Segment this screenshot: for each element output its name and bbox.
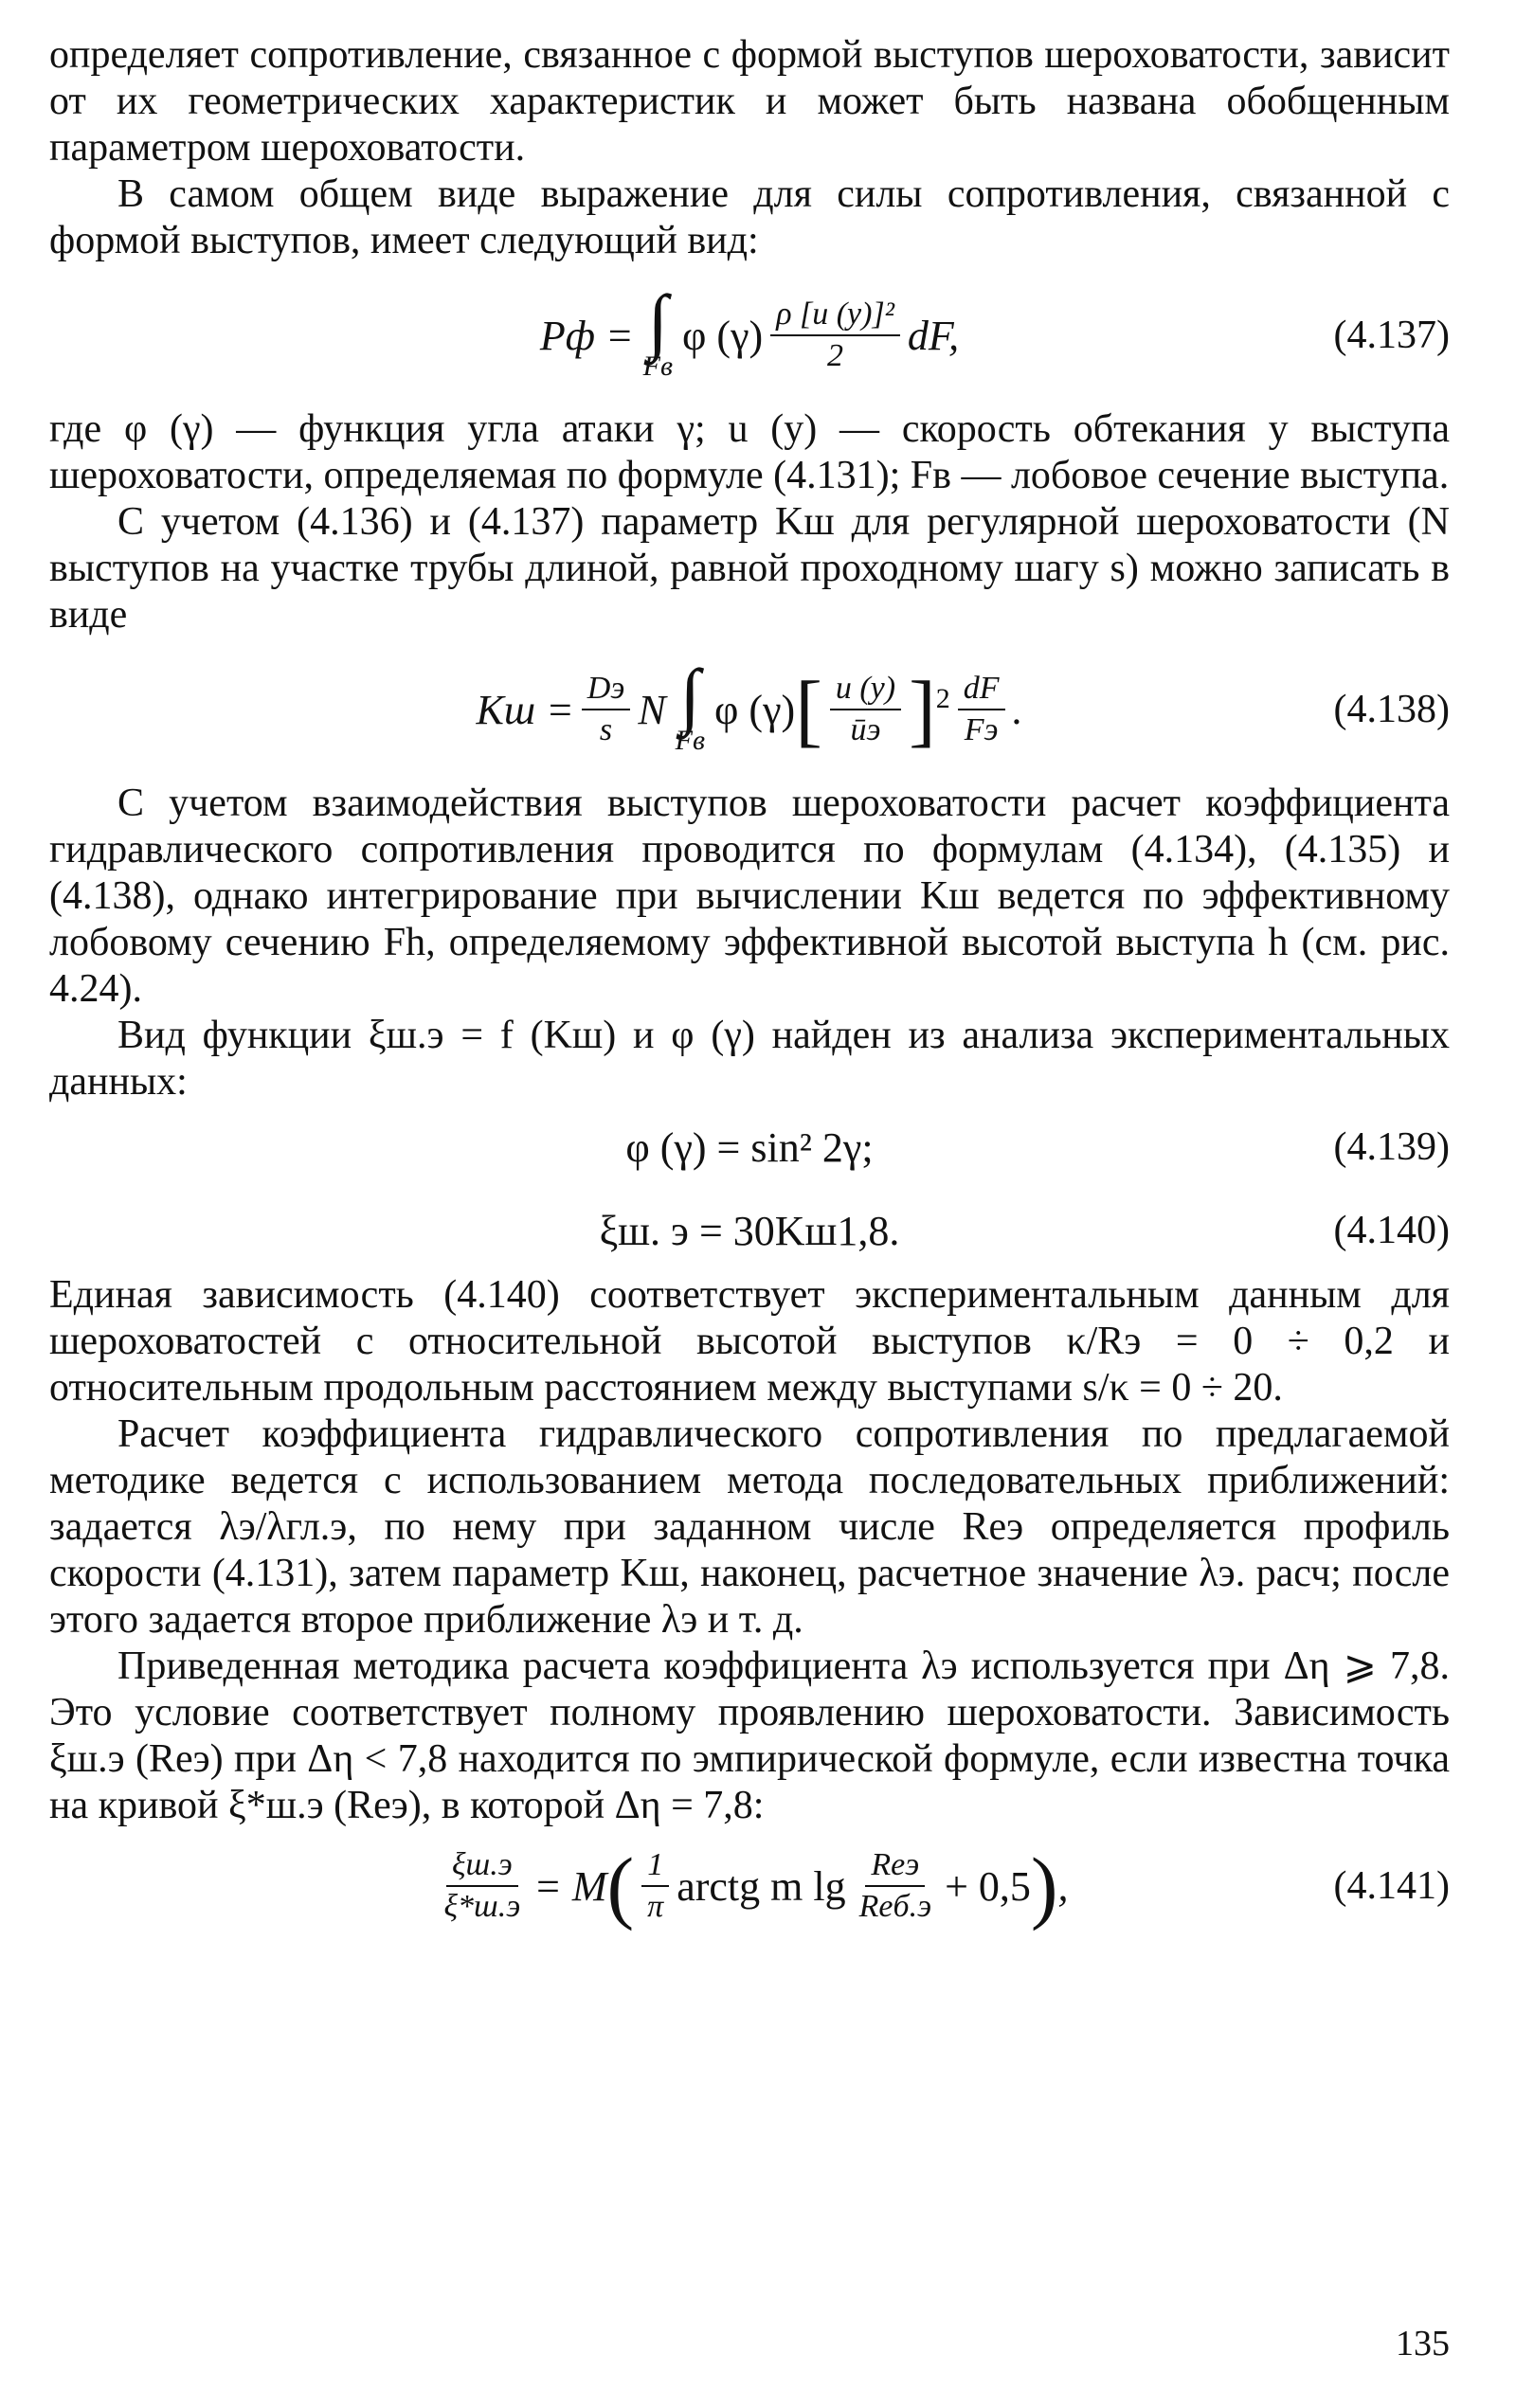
eq141-arctg: arctg m lg — [677, 1862, 846, 1910]
eq141-number: (4.141) — [1333, 1864, 1450, 1908]
eq139-number: (4.139) — [1333, 1125, 1450, 1169]
paragraph-2: В самом общем виде выражение для силы сопротивления, связанной с формой выступов, имеет следующий вид: — [49, 172, 1450, 262]
equation-4-141 — [49, 1829, 1450, 1943]
eq138-fraction-3 — [958, 671, 1005, 748]
eq141-fraction-1-num: ξш.э — [446, 1847, 518, 1887]
eq137-denominator: 2 — [827, 338, 844, 373]
paragraph-9: Приведенная методика расчета коэффициента λэ используется при Δη ⩾ 7,8. Это условие соответствует полному проявлению шероховатости. Зависимость ξш.э (Reэ) при Δη < 7,8 находится по эмпирической формуле, если известна точка на кривой ξ*ш.э (Reэ), в которой Δη = 7,8: — [49, 1644, 1450, 1827]
paragraph-8: Расчет коэффициента гидравлического сопротивления по предлагаемой методике ведется с использованием метода последовательных приближений: задается λэ/λгл.э, по нему при заданном числе Reэ определяется профиль скорости (4.131), затем параметр Kш, наконец, расчетное значение λэ. расч; после этого задается второе приближение λэ и т. д. — [49, 1412, 1450, 1642]
eq137-integrand-prefix: φ (γ) — [682, 312, 764, 359]
eq138-fraction-3-num: dF — [958, 671, 1005, 710]
eq138-function: φ (γ) — [714, 686, 796, 733]
equation-4-139 — [49, 1105, 1450, 1189]
eq141-equals-m: = M — [533, 1862, 607, 1910]
eq138-suffix: . — [1012, 686, 1023, 733]
paragraph-4: С учетом (4.136) и (4.137) параметр Kш для регулярной шероховатости (N выступов на участке трубы длиной, равной проходному шагу s) можно записать в виде — [49, 500, 1450, 637]
eq137-fraction — [770, 297, 900, 374]
eq140-expression: ξш. э = 30Kш1,8. — [599, 1207, 900, 1254]
eq141-left-paren: ( — [606, 1841, 635, 1932]
eq141-tail: + 0,5 — [945, 1862, 1031, 1910]
eq141-fraction-3 — [854, 1847, 937, 1925]
eq138-fraction-2-den: ūэ — [850, 712, 881, 747]
eq141-fraction-3-den: Reб.э — [858, 1889, 932, 1924]
eq141-fraction-1 — [438, 1847, 526, 1925]
paragraph-3: где φ (γ) — функция угла атаки γ; u (y) — скорость обтекания у выступа шероховатости, определяемая по формуле (4.131); Fв — лобовое сечение выступа. — [49, 407, 1450, 497]
eq141-fraction-2-den: π — [647, 1889, 664, 1924]
eq138-fraction-2 — [830, 671, 901, 748]
paragraph-7: Единая зависимость (4.140) соответствует экспериментальным данным для шероховатостей с относительной высотой выступов κ/Rэ = 0 ÷ 0,2 и относительным продольным расстоянием между выступами s/κ = 0 ÷ 20. — [49, 1273, 1450, 1410]
paragraph-6: Вид функции ξш.э = f (Kш) и φ (γ) найден из анализа экспериментальных данных: — [49, 1014, 1450, 1104]
equation-4-138 — [49, 638, 1450, 781]
eq141-right-paren: ) — [1030, 1841, 1058, 1932]
eq138-n: N — [638, 686, 666, 733]
equation-4-140 — [49, 1189, 1450, 1272]
eq138-integral-lower: Fв — [675, 725, 706, 756]
eq139-expression: φ (γ) = sin² 2γ; — [625, 1123, 874, 1171]
eq140-number: (4.140) — [1333, 1209, 1450, 1252]
eq138-power: 2 — [935, 683, 950, 714]
eq138-fraction-2-num: u (y) — [830, 671, 901, 710]
eq137-lhs: Pф = — [539, 312, 634, 359]
eq138-fraction-3-den: Fэ — [964, 712, 999, 747]
eq138-fraction-1-den: s — [599, 712, 613, 747]
paragraph-5: С учетом взаимодействия выступов шероховатости расчет коэффициента гидравлического сопротивления проводится по формулам (4.134), (4.135) и (4.138), однако интегрирование при вычислении Kш ведется по эффективному лобовому сечению Fh, определяемому эффективной высотой выступа h (см. рис. 4.24). — [49, 782, 1450, 1011]
eq138-fraction-1-num: Dэ — [582, 671, 631, 710]
eq138-left-bracket: [ — [795, 664, 822, 755]
eq137-integral — [642, 279, 674, 382]
eq138-right-bracket: ] — [909, 664, 936, 755]
eq138-integral-sign: ∫ — [679, 654, 701, 736]
eq137-suffix: dF, — [907, 312, 960, 359]
eq138-integral — [675, 654, 706, 756]
eq137-integral-sign: ∫ — [647, 279, 669, 362]
eq137-integral-lower: Fв — [642, 350, 674, 382]
eq141-fraction-1-den: ξ*ш.э — [443, 1889, 521, 1924]
eq141-fraction-2 — [641, 1847, 669, 1925]
eq141-suffix: , — [1057, 1862, 1069, 1910]
eq137-number: (4.137) — [1333, 314, 1450, 357]
eq141-fraction-3-num: Reэ — [865, 1847, 925, 1887]
eq137-numerator: ρ [u (y)]² — [770, 297, 900, 336]
eq138-number: (4.138) — [1333, 688, 1450, 731]
equation-4-137 — [49, 264, 1450, 406]
eq141-fraction-2-num: 1 — [641, 1847, 669, 1887]
eq138-fraction-1 — [582, 671, 631, 748]
page-number: 135 — [1396, 2324, 1450, 2363]
paragraph-1: определяет сопротивление, связанное с формой выступов шероховатости, зависит от их геометрических характеристик и может быть названа обобщенным параметром шероховатости. — [49, 33, 1450, 170]
eq138-lhs: Kш = — [476, 686, 574, 733]
